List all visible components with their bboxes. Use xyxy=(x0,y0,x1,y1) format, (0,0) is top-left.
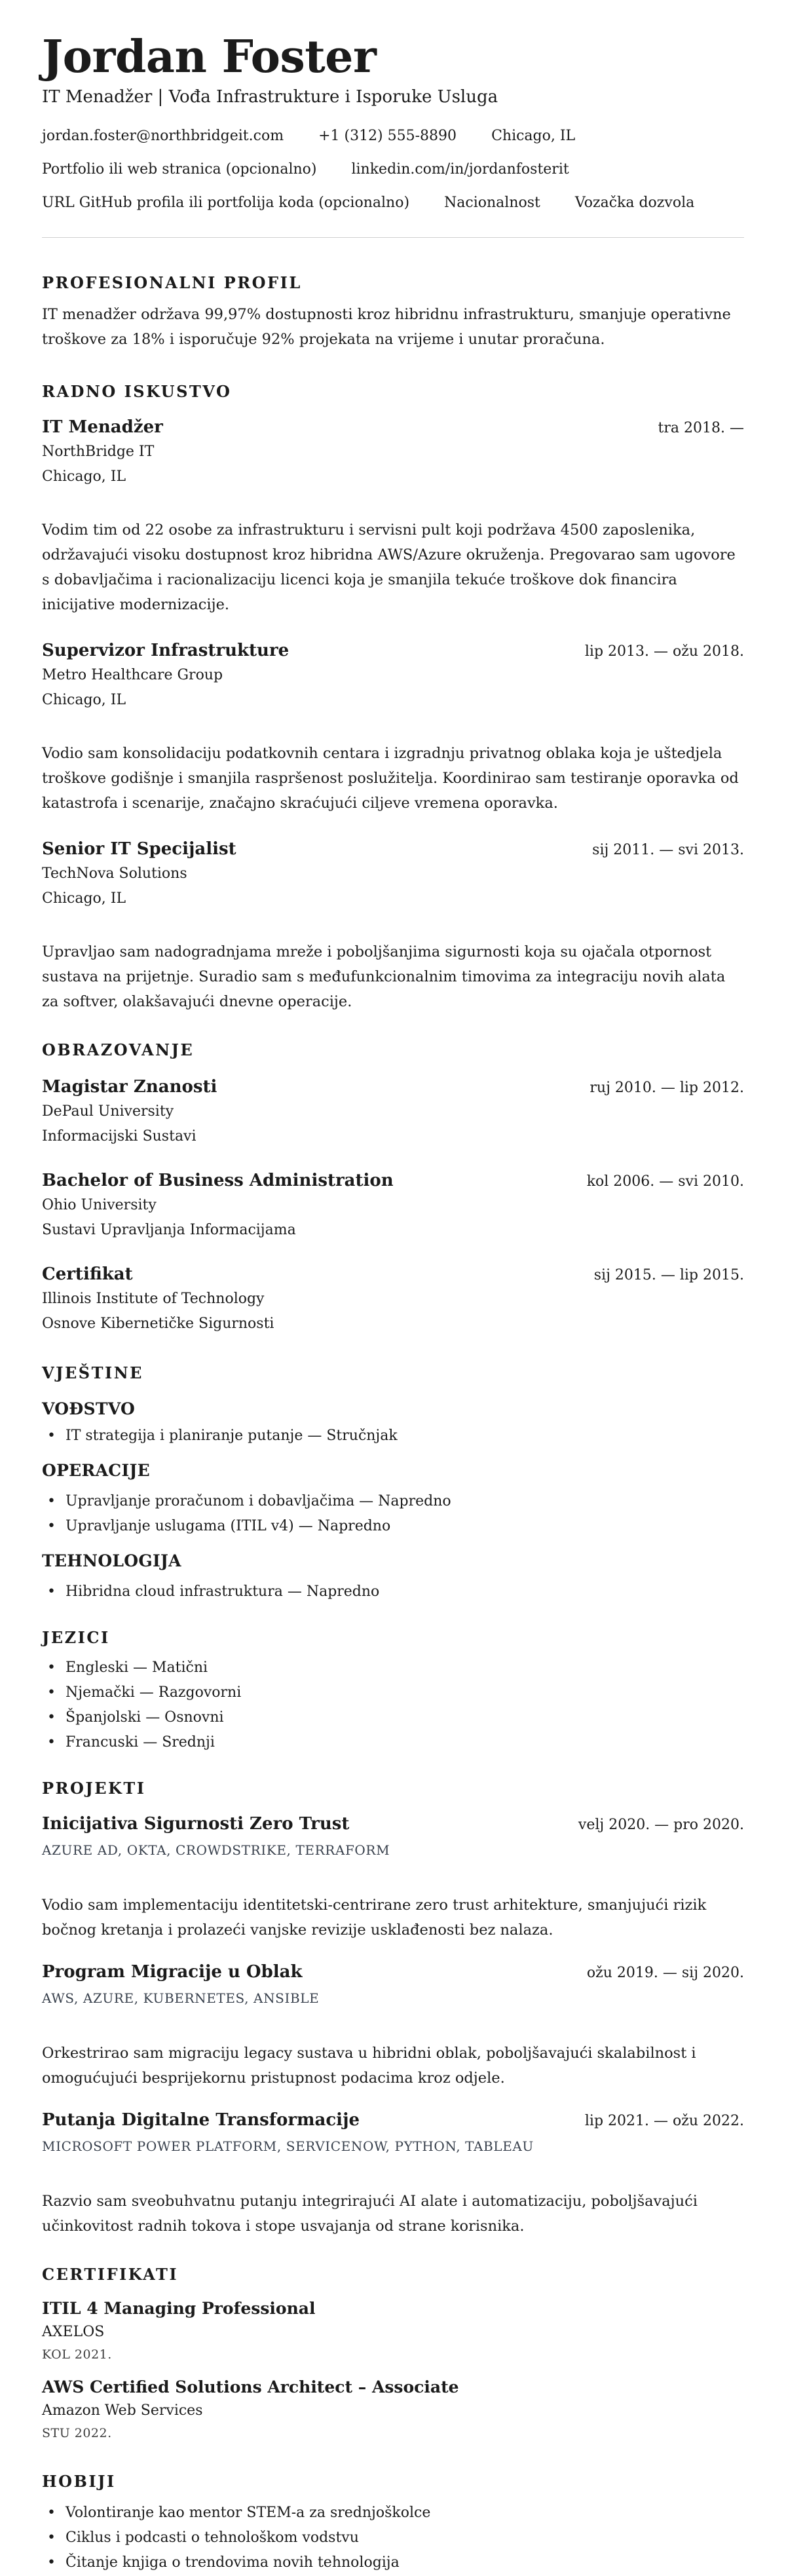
projects-heading: PROJEKTI xyxy=(42,1779,146,1798)
education-degree: Magistar Znanosti xyxy=(42,1077,217,1097)
hobbies-heading: HOBIJI xyxy=(42,2472,116,2491)
certification-title: ITIL 4 Managing Professional xyxy=(42,2299,316,2319)
job-entry xyxy=(42,416,744,617)
skill-group-name: TEHNOLOGIJA xyxy=(42,1551,181,1571)
skill-list xyxy=(42,1580,744,1604)
project-description: Orkestrirao sam migraciju legacy sustava u hibridni oblak, poboljšavajući skalabilnost i omogućujući besprijekornu pristupnost podacima kroz odjele. xyxy=(42,2045,696,2087)
education-field: Informacijski Sustavi xyxy=(42,1128,196,1145)
contact-row-3 xyxy=(42,193,744,212)
language-item: • Španjolski — Osnovni xyxy=(66,1705,744,1730)
contact-nationality: Nacionalnost xyxy=(444,195,540,212)
certification-entry xyxy=(42,2376,744,2442)
project-entry-head xyxy=(42,2109,744,2131)
job-location: Chicago, IL xyxy=(42,890,126,907)
section-projects xyxy=(42,1779,744,2239)
person-headline: IT Menadžer | Vođa Infrastrukture i Isporuke Usluga xyxy=(42,87,498,107)
language-list xyxy=(42,1656,744,1755)
languages-heading: JEZICI xyxy=(42,1628,110,1648)
education-degree: Certifikat xyxy=(42,1264,133,1285)
language-item: • Njemački — Razgovorni xyxy=(66,1680,744,1705)
skill-item: • Upravljanje proračunom i dobavljačima — Napredno xyxy=(66,1489,744,1514)
project-description: Razvio sam sveobuhvatnu putanju integrirajući AI alate i automatizaciju, poboljšavajući učinkovitost radnih tokova i stope usvajanja od strane korisnika. xyxy=(42,2193,698,2235)
contact-github: URL GitHub profila ili portfolija koda (opcionalno) xyxy=(42,195,410,212)
job-title: Senior IT Specijalist xyxy=(42,839,236,860)
section-profile xyxy=(42,273,744,352)
section-education xyxy=(42,1040,744,1333)
job-description: Vodim tim od 22 osobe za infrastrukturu i servisni pult koji podržava 4500 zaposlenika, održavajući visoku dostupnost kroz hibridna AWS/Azure okruženja. Pregovarao sam ugovore s dobavljačima i racionalizaciju licenci koja je smanjila tekuće troškove dok financira inicijative modernizacije. xyxy=(42,521,736,614)
certification-date: STU 2022. xyxy=(42,2426,112,2441)
job-company: NorthBridge IT xyxy=(42,444,155,461)
person-name: Jordan Foster xyxy=(42,31,377,83)
contact-license: Vozačka dozvola xyxy=(574,195,695,212)
hobby-list xyxy=(42,2501,744,2575)
certification-entry xyxy=(42,2298,744,2363)
education-entry xyxy=(42,1263,744,1333)
certification-issuer: AXELOS xyxy=(42,2324,105,2341)
hobby-item: • Volontiranje kao mentor STEM-a za srednjoškolce xyxy=(66,2501,744,2526)
contact-linkedin: linkedin.com/in/jordanfosterit xyxy=(351,161,569,178)
project-entry xyxy=(42,1961,744,2091)
project-dates: ožu 2019. — sij 2020. xyxy=(586,1965,744,1982)
job-entry-head xyxy=(42,416,744,438)
job-title: IT Menadžer xyxy=(42,417,163,438)
education-entry-head xyxy=(42,1263,744,1285)
skill-item: • Upravljanje uslugama (ITIL v4) — Napredno xyxy=(66,1514,744,1539)
project-tags: MICROSOFT POWER PLATFORM, SERVICENOW, PYTHON, TABLEAU xyxy=(42,2138,534,2155)
job-entry xyxy=(42,639,744,816)
job-dates: tra 2018. — xyxy=(658,420,744,437)
hobby-item: • Ciklus i podcasti o tehnološkom vodstvu xyxy=(66,2526,744,2550)
job-location: Chicago, IL xyxy=(42,468,126,485)
contact-portfolio: Portfolio ili web stranica (opcionalno) xyxy=(42,161,317,178)
education-field: Sustavi Upravljanja Informacijama xyxy=(42,1222,296,1239)
project-tags: AWS, AZURE, KUBERNETES, ANSIBLE xyxy=(42,1990,320,2007)
resume-header xyxy=(42,31,744,238)
language-item: • Francuski — Srednji xyxy=(66,1730,744,1755)
project-dates: lip 2021. — ožu 2022. xyxy=(584,2113,744,2130)
job-dates: lip 2013. — ožu 2018. xyxy=(584,643,744,660)
skill-group-name: OPERACIJE xyxy=(42,1461,150,1481)
job-entry-head xyxy=(42,838,744,860)
education-degree: Bachelor of Business Administration xyxy=(42,1171,394,1191)
project-entry xyxy=(42,1813,744,1942)
job-entry-head xyxy=(42,639,744,662)
section-languages xyxy=(42,1628,744,1755)
education-entry-head xyxy=(42,1076,744,1098)
skill-item: • Hibridna cloud infrastruktura — Napredno xyxy=(66,1580,744,1604)
education-field: Osnove Kibernetičke Sigurnosti xyxy=(42,1316,274,1333)
section-skills xyxy=(42,1363,744,1604)
contact-location: Chicago, IL xyxy=(491,128,576,145)
education-school: Illinois Institute of Technology xyxy=(42,1291,265,1308)
certifications-heading: CERTIFIKATI xyxy=(42,2265,179,2284)
contact-row-2 xyxy=(42,160,744,179)
job-company: Metro Healthcare Group xyxy=(42,667,223,684)
contact-email: jordan.foster@northbridgeit.com xyxy=(42,128,284,145)
job-title: Supervizor Infrastrukture xyxy=(42,641,290,661)
education-entry xyxy=(42,1076,744,1146)
education-dates: sij 2015. — lip 2015. xyxy=(593,1267,744,1284)
project-dates: velj 2020. — pro 2020. xyxy=(578,1817,744,1834)
education-school: DePaul University xyxy=(42,1103,174,1120)
certification-title: AWS Certified Solutions Architect – Associate xyxy=(42,2377,459,2397)
contact-phone: +1 (312) 555-8890 xyxy=(318,128,457,145)
job-dates: sij 2011. — svi 2013. xyxy=(592,842,744,859)
project-title: Inicijativa Sigurnosti Zero Trust xyxy=(42,1814,350,1834)
profile-text: IT menadžer održava 99,97% dostupnosti kroz hibridnu infrastrukturu, smanjuje operativne troškove za 18% i isporučuje 92% projekata na vrijeme i unutar proračuna. xyxy=(42,306,731,349)
project-entry-head xyxy=(42,1813,744,1835)
certification-date: KOL 2021. xyxy=(42,2347,112,2362)
education-dates: ruj 2010. — lip 2012. xyxy=(590,1080,744,1097)
section-hobbies xyxy=(42,2472,744,2575)
project-entry xyxy=(42,2109,744,2239)
job-entry xyxy=(42,838,744,1014)
skill-item: • IT strategija i planiranje putanje — Stručnjak xyxy=(66,1424,744,1449)
project-description: Vodio sam implementaciju identitetski-centrirane zero trust arhitekture, smanjujući rizik bočnog kretanja i prolazeći vanjske revizije usklađenosti bez nalaza. xyxy=(42,1897,707,1939)
education-entry xyxy=(42,1169,744,1240)
experience-heading: RADNO ISKUSTVO xyxy=(42,382,232,402)
job-description: Upravljao sam nadogradnjama mreže i poboljšanjima sigurnosti koja su ojačala otpornost sustava na prijetnje. Suradio sam s međufunkcionalnim timovima za integraciju novih alata za softver, olakšavajući dnevne operacije. xyxy=(42,943,726,1011)
hobby-item: • Čitanje knjiga o trendovima novih tehnologija xyxy=(66,2550,744,2575)
contact-row-1 xyxy=(42,126,744,145)
job-description: Vodio sam konsolidaciju podatkovnih centara i izgradnju privatnog oblaka koja je uštedjela troškove godišnje i smanjila raspršenost poslužitelja. Koordinirao sam testiranje oporavka od katastrofa i scenarije, značajno skraćujući ciljeve vremena oporavka. xyxy=(42,745,739,812)
project-entry-head xyxy=(42,1961,744,1983)
skill-list xyxy=(42,1489,744,1539)
section-experience xyxy=(42,382,744,1014)
job-company: TechNova Solutions xyxy=(42,865,187,882)
header-divider xyxy=(42,237,744,238)
job-location: Chicago, IL xyxy=(42,692,126,709)
education-heading: OBRAZOVANJE xyxy=(42,1040,195,1060)
project-title: Putanja Digitalne Transformacije xyxy=(42,2110,360,2131)
skills-heading: VJEŠTINE xyxy=(42,1363,143,1383)
education-dates: kol 2006. — svi 2010. xyxy=(586,1173,744,1190)
certification-issuer: Amazon Web Services xyxy=(42,2402,203,2419)
skill-list xyxy=(42,1424,744,1449)
language-item: • Engleski — Matični xyxy=(66,1656,744,1680)
section-certifications xyxy=(42,2265,744,2442)
education-entry-head xyxy=(42,1169,744,1192)
skill-group-name: VOĐSTVO xyxy=(42,1399,136,1419)
project-title: Program Migracije u Oblak xyxy=(42,1962,303,1982)
education-school: Ohio University xyxy=(42,1197,157,1214)
profile-heading: PROFESIONALNI PROFIL xyxy=(42,273,302,293)
project-tags: AZURE AD, OKTA, CROWDSTRIKE, TERRAFORM xyxy=(42,1842,390,1859)
